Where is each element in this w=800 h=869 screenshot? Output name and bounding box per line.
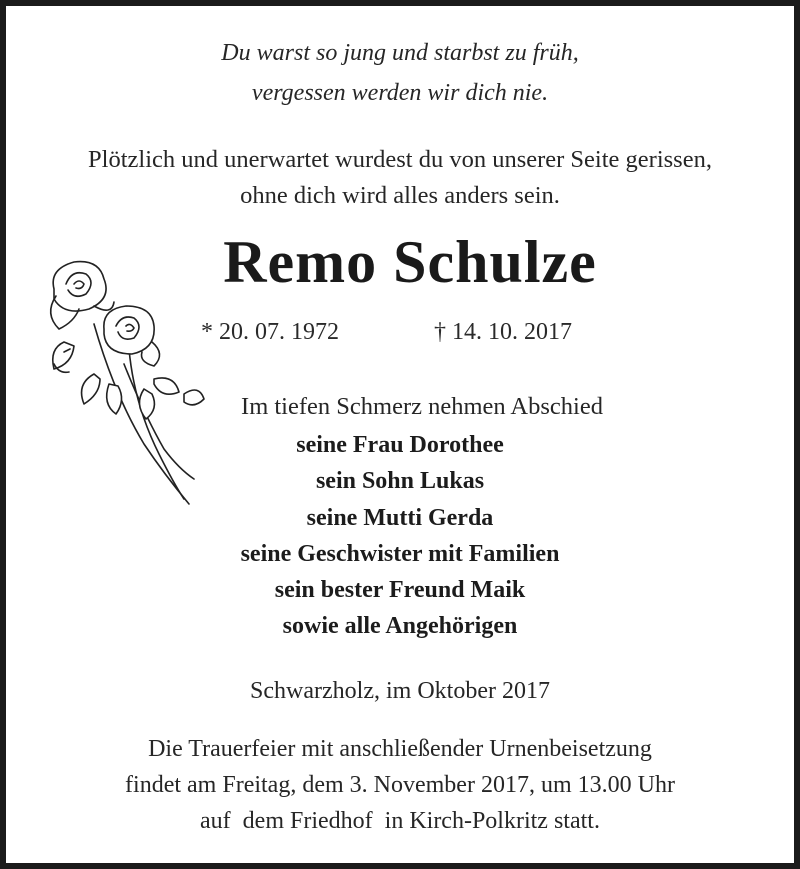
death-date: † 14. 10. 2017	[434, 319, 572, 345]
mourner-item: seine Frau Dorothee	[296, 432, 504, 458]
deceased-name: Remo Schulze	[223, 229, 597, 295]
mourner-item: seine Mutti Gerda	[306, 505, 494, 531]
mourners-lead: Im tiefen Schmerz nehmen Abschied	[241, 393, 603, 420]
closing-line-3: auf dem Friedhof in Kirch-Polkritz statt.	[200, 808, 600, 834]
intro-line-2: ohne dich wird alles anders sein.	[240, 182, 560, 209]
mourner-item: sein bester Freund Maik	[274, 577, 526, 603]
closing-line-1: Die Trauerfeier mit anschließender Urnenbeisetzung	[148, 736, 652, 762]
intro-line-1: Plötzlich und unerwartet wurdest du von unserer Seite gerissen,	[88, 146, 712, 173]
mourner-item: seine Geschwister mit Familien	[240, 541, 560, 567]
mourner-item: sein Sohn Lukas	[315, 468, 485, 494]
motto-line-2: vergessen werden wir dich nie.	[251, 80, 549, 106]
place-and-date: Schwarzholz, im Oktober 2017	[250, 678, 550, 704]
motto-line-1: Du warst so jung und starbst zu früh,	[221, 40, 579, 66]
mourner-item: sowie alle Angehörigen	[282, 613, 518, 639]
closing-line-2: findet am Freitag, dem 3. November 2017, um 13.00 Uhr	[125, 772, 675, 798]
birth-date: * 20. 07. 1972	[201, 319, 339, 345]
